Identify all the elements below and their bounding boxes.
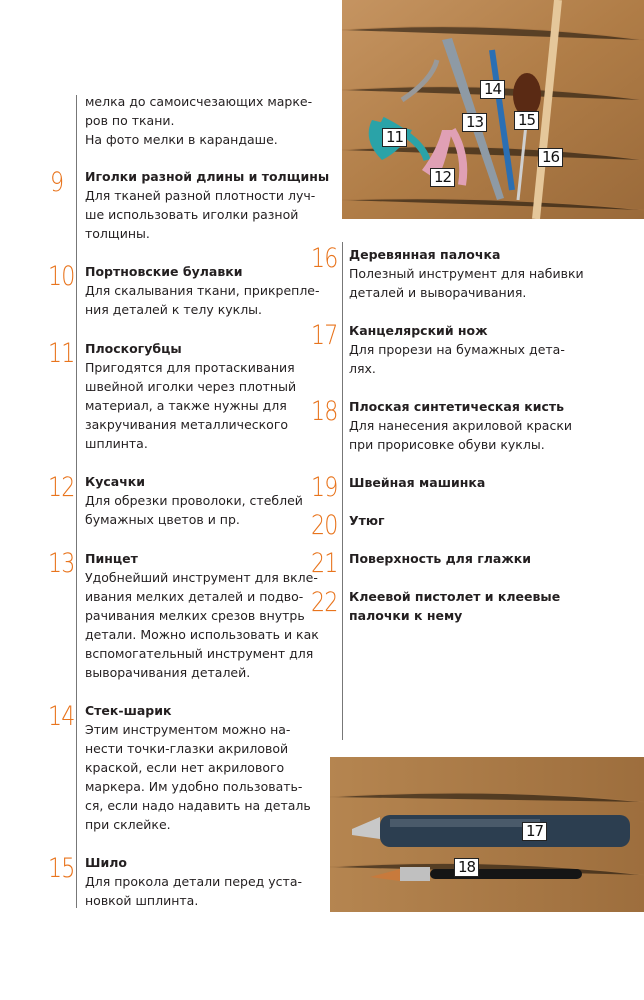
- right-column-rule: [342, 242, 343, 740]
- item-desc: новкой шплинта.: [85, 893, 199, 908]
- item-desc: Для тканей разной плотности луч-: [85, 188, 316, 203]
- item-title: Стек-шарик: [85, 703, 172, 718]
- item-desc: швейной иголки через плотный: [85, 379, 297, 394]
- item-desc: Удобнейший инструмент для вкле-: [85, 570, 318, 585]
- item-desc: при склейке.: [85, 817, 171, 832]
- item-desc: ся, если надо надавить на деталь: [85, 798, 311, 813]
- item-title: Пинцет: [85, 551, 138, 566]
- photo-label: 14: [480, 80, 505, 99]
- item-desc: выворачивания деталей.: [85, 665, 251, 680]
- item-title: Деревянная палочка: [349, 247, 501, 262]
- item-title: Портновские булавки: [85, 264, 243, 279]
- knife-brush-illustration: [330, 757, 644, 912]
- intro-line: На фото мелки в карандаше.: [85, 132, 278, 147]
- item-title: Иголки разной длины и толщины: [85, 169, 330, 184]
- item-desc: Для скалывания ткани, прикрепле-: [85, 283, 320, 298]
- tools-illustration: [342, 0, 644, 219]
- item-desc: Для прокола детали перед уста-: [85, 874, 303, 889]
- item-number: 18: [311, 396, 338, 427]
- item-desc: ивания мелких деталей и подво-: [85, 589, 304, 604]
- item-desc: маркера. Им удобно пользовать-: [85, 779, 303, 794]
- item-desc: при прорисовке обуви куклы.: [349, 437, 545, 452]
- item-desc: Для нанесения акриловой краски: [349, 418, 573, 433]
- intro-line: ров по ткани.: [85, 113, 175, 128]
- item-number: 21: [311, 548, 338, 579]
- item-desc: краской, если нет акрилового: [85, 760, 285, 775]
- photo-label: 18: [454, 858, 479, 877]
- item-number: 14: [48, 701, 75, 732]
- item-desc: шплинта.: [85, 436, 148, 451]
- item-number: 22: [311, 587, 338, 618]
- item-desc: ния деталей к телу куклы.: [85, 302, 263, 317]
- item-title: Шило: [85, 855, 127, 870]
- item-desc: детали. Можно использовать и как: [85, 627, 319, 642]
- item-title: Клеевой пистолет и клеевые палочки к нему: [349, 589, 561, 623]
- item-desc: толщины.: [85, 226, 150, 241]
- tools-photo-bottom: [330, 757, 644, 912]
- item-number: 16: [311, 243, 338, 274]
- item-desc: нести точки-глазки акриловой: [85, 741, 289, 756]
- tools-photo-top: [342, 0, 644, 219]
- item-number: 20: [311, 510, 338, 541]
- item-number: 17: [311, 320, 338, 351]
- item-desc: Пригодятся для протаскивания: [85, 360, 295, 375]
- photo-label: 15: [514, 111, 539, 130]
- item-desc: материал, а также нужны для: [85, 398, 287, 413]
- item-title: Плоскогубцы: [85, 341, 182, 356]
- item-desc: Этим инструментом можно на-: [85, 722, 291, 737]
- item-number: 10: [48, 261, 75, 292]
- item-title: Утюг: [349, 513, 385, 528]
- item-desc: ше использовать иголки разной: [85, 207, 299, 222]
- item-desc: лях.: [349, 361, 376, 376]
- item-title: Канцелярский нож: [349, 323, 488, 338]
- item-number: 11: [48, 338, 75, 369]
- item-title: Кусачки: [85, 474, 146, 489]
- item-desc: вспомогательный инструмент для: [85, 646, 314, 661]
- item-number: 9: [50, 167, 64, 198]
- item-number: 13: [48, 548, 75, 579]
- item-number: 19: [311, 472, 338, 503]
- item-number: 12: [48, 472, 75, 503]
- item-number: 15: [48, 853, 75, 884]
- item-desc: закручивания металлического: [85, 417, 289, 432]
- item-desc: рачивания мелких срезов внутрь: [85, 608, 305, 623]
- photo-label: 11: [382, 128, 407, 147]
- left-column-rule: [76, 95, 77, 908]
- intro-text: [85, 92, 335, 149]
- item-desc: деталей и выворачивания.: [349, 285, 527, 300]
- item-desc: Для прорези на бумажных дета-: [349, 342, 565, 357]
- item-title: Швейная машинка: [349, 475, 486, 490]
- item-desc: Для обрезки проволоки, стеблей: [85, 493, 303, 508]
- item-desc: бумажных цветов и пр.: [85, 512, 240, 527]
- photo-label: 17: [522, 822, 547, 841]
- photo-label: 12: [430, 168, 455, 187]
- intro-line: мелка до самоисчезающих марке-: [85, 94, 313, 109]
- item-title: Плоская синтетическая кисть: [349, 399, 565, 414]
- item-title: Поверхность для глажки: [349, 551, 532, 566]
- item-desc: Полезный инструмент для набивки: [349, 266, 584, 281]
- photo-label: 16: [538, 148, 563, 167]
- photo-label: 13: [462, 113, 487, 132]
